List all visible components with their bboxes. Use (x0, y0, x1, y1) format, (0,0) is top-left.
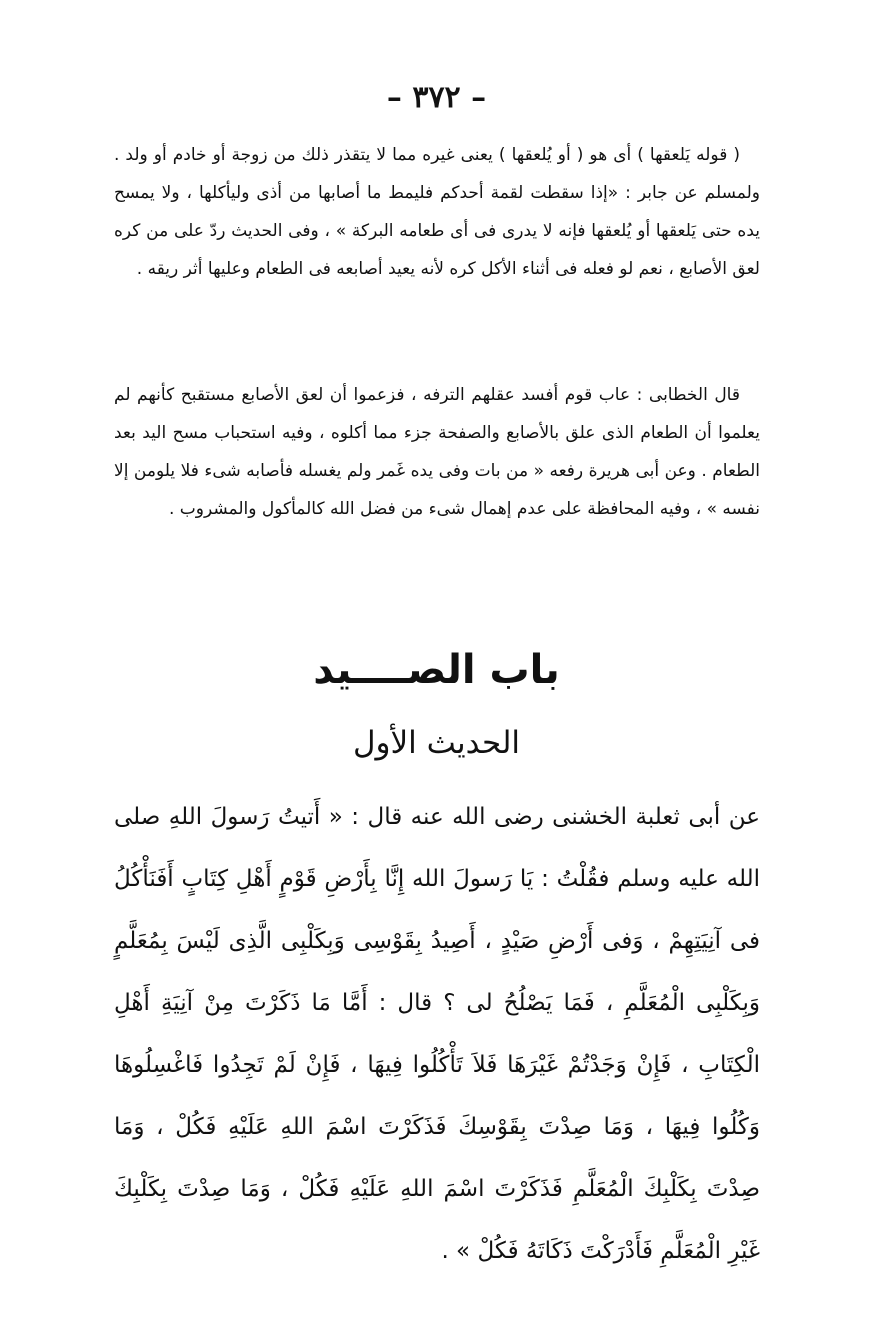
section-title: الحديث الأول (352, 725, 521, 761)
chapter-title: باب الصــــيد (313, 647, 560, 693)
hadith-text: عن أبى ثعلبة الخشنى رضى الله عنه قال : « أَتيتُ رَسولَ اللهِ صلى الله عليه وسلم فقُلْتُ : يَا رَسولَ الله إِنَّا بِأَرْضِ قَوْمٍ أَهْلِ كِتَابٍ أَفَنَأْكُلُ فى آنِيَتِهِمْ ، وَفى أَرْضِ صَيْدٍ ، أَصِيدُ بِقَوْسِى وَبِكَلْبِى الَّذِى لَيْسَ بِمُعَلَّمٍ وَبِكَلْبِى الْمُعَلَّمِ ، فَمَا يَصْلُحُ لى ؟ قال : أَمَّا مَا ذَكَرْتَ مِنْ آنِيَةِ أَهْلِ الْكِتَابِ ، فَإِنْ وَجَدْتُمْ غَيْرَهَا فَلاَ تَأْكُلُوا فِيهَا ، فَإِنْ لَمْ تَجِدُوا فَاغْسِلُوهَا وَكُلُوا فِيهَا ، وَمَا صِدْتَ بِقَوْسِكَ فَذَكَرْتَ اسْمَ اللهِ عَلَيْهِ فَكُلْ ، وَمَا صِدْتَ بِكَلْبِكَ الْمُعَلَّمِ فَذَكَرْتَ اسْمَ اللهِ عَلَيْهِ فَكُلْ ، وَمَا صِدْتَ بِكَلْبِكَ غَيْرِ الْمُعَلَّمِ فَأَدْرَكْتَ ذَكَاتَهُ فَكُلْ » . (114, 804, 760, 1264)
commentary-paragraph-2: قال الخطابى : عاب قوم أفسد عقلهم الترفه ، فزعموا أن لعق الأصابع مستقبح كأنهم لم يعلموا أن الطعام الذى علق بالأصابع والصفحة جزء مما أكلوه ، وفيه استحباب مسح اليد بعد الطعام . وعن أبى هريرة رفعه « من بات وفى يده غَمر ولم يغسله فأصابه شىء فلا يلومن إلا نفسه » ، وفيه المحافظة على عدم إهمال شىء من فضل الله كالمأكول والمشروب . (114, 385, 760, 519)
page-number: – ٣٧٢ – (386, 80, 487, 115)
commentary-paragraph-1: ( قوله يَلعقها ) أى هو ( أو يُلعقها ) يعنى غيره مما لا يتقذر ذلك من زوجة أو خادم أو ولد . ولمسلم عن جابر : «إذا سقطت لقمة أحدكم فليمط ما أصابها من أذى وليأكلها ، ولا يمسح يده حتى يَلعقها أو يُلعقها فإنه لا يدرى فى أى طعامه البركة » ، وفى الحديث ردّ على من كره لعق الأصابع ، نعم لو فعله فى أثناء الأكل كره لأنه يعيد أصابعه فى الطعام وعليها أثر ريقه . (114, 145, 760, 279)
